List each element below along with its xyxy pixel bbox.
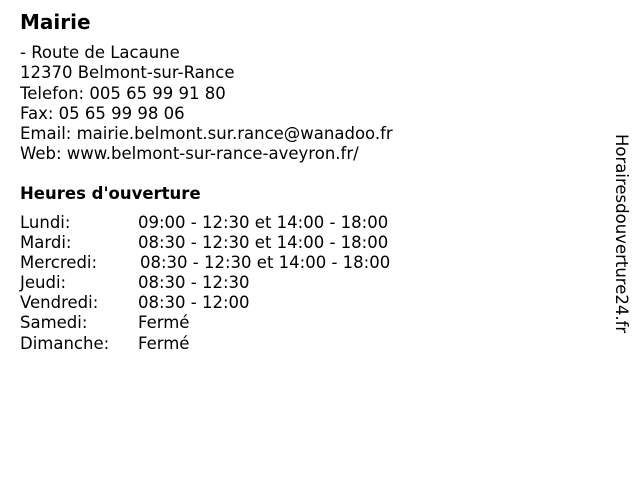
phone-number: Telefon: 005 65 99 91 80 — [20, 83, 226, 103]
time-value: 08:30 - 12:30 et 14:00 - 18:00 — [138, 233, 389, 253]
city-address: 12370 Belmont-sur-Rance — [20, 63, 235, 83]
time-value: 09:00 - 12:30 et 14:00 - 18:00 — [138, 213, 389, 232]
time-value: 08:30 - 12:00 — [138, 293, 250, 313]
time-value: 08:30 - 12:30 et 14:00 - 18:00 — [140, 253, 391, 273]
street-address: - Route de Lacaune — [20, 43, 180, 62]
time-value: Fermé — [138, 333, 190, 353]
address-block — [20, 43, 393, 165]
day-label: Vendredi: — [20, 293, 99, 313]
site-watermark: Horairesdouverture24.fr — [612, 134, 631, 334]
day-label: Jeudi: — [20, 273, 67, 293]
page-title: Mairie — [20, 10, 91, 34]
day-label: Mercredi: — [20, 253, 98, 273]
day-label: Samedi: — [20, 313, 88, 333]
day-label: Lundi: — [20, 213, 71, 232]
day-label: Mardi: — [20, 233, 72, 253]
day-label: Dimanche: — [20, 333, 110, 353]
time-value: Fermé — [138, 313, 190, 333]
email-address: Email: mairie.belmont.sur.rance@wanadoo.fr — [20, 124, 393, 144]
fax-number: Fax: 05 65 99 98 06 — [20, 103, 185, 123]
website-url: Web: www.belmont-sur-rance-aveyron.fr/ — [20, 144, 359, 164]
time-value: 08:30 - 12:30 — [138, 273, 250, 293]
hours-heading: Heures d'ouverture — [20, 184, 201, 203]
